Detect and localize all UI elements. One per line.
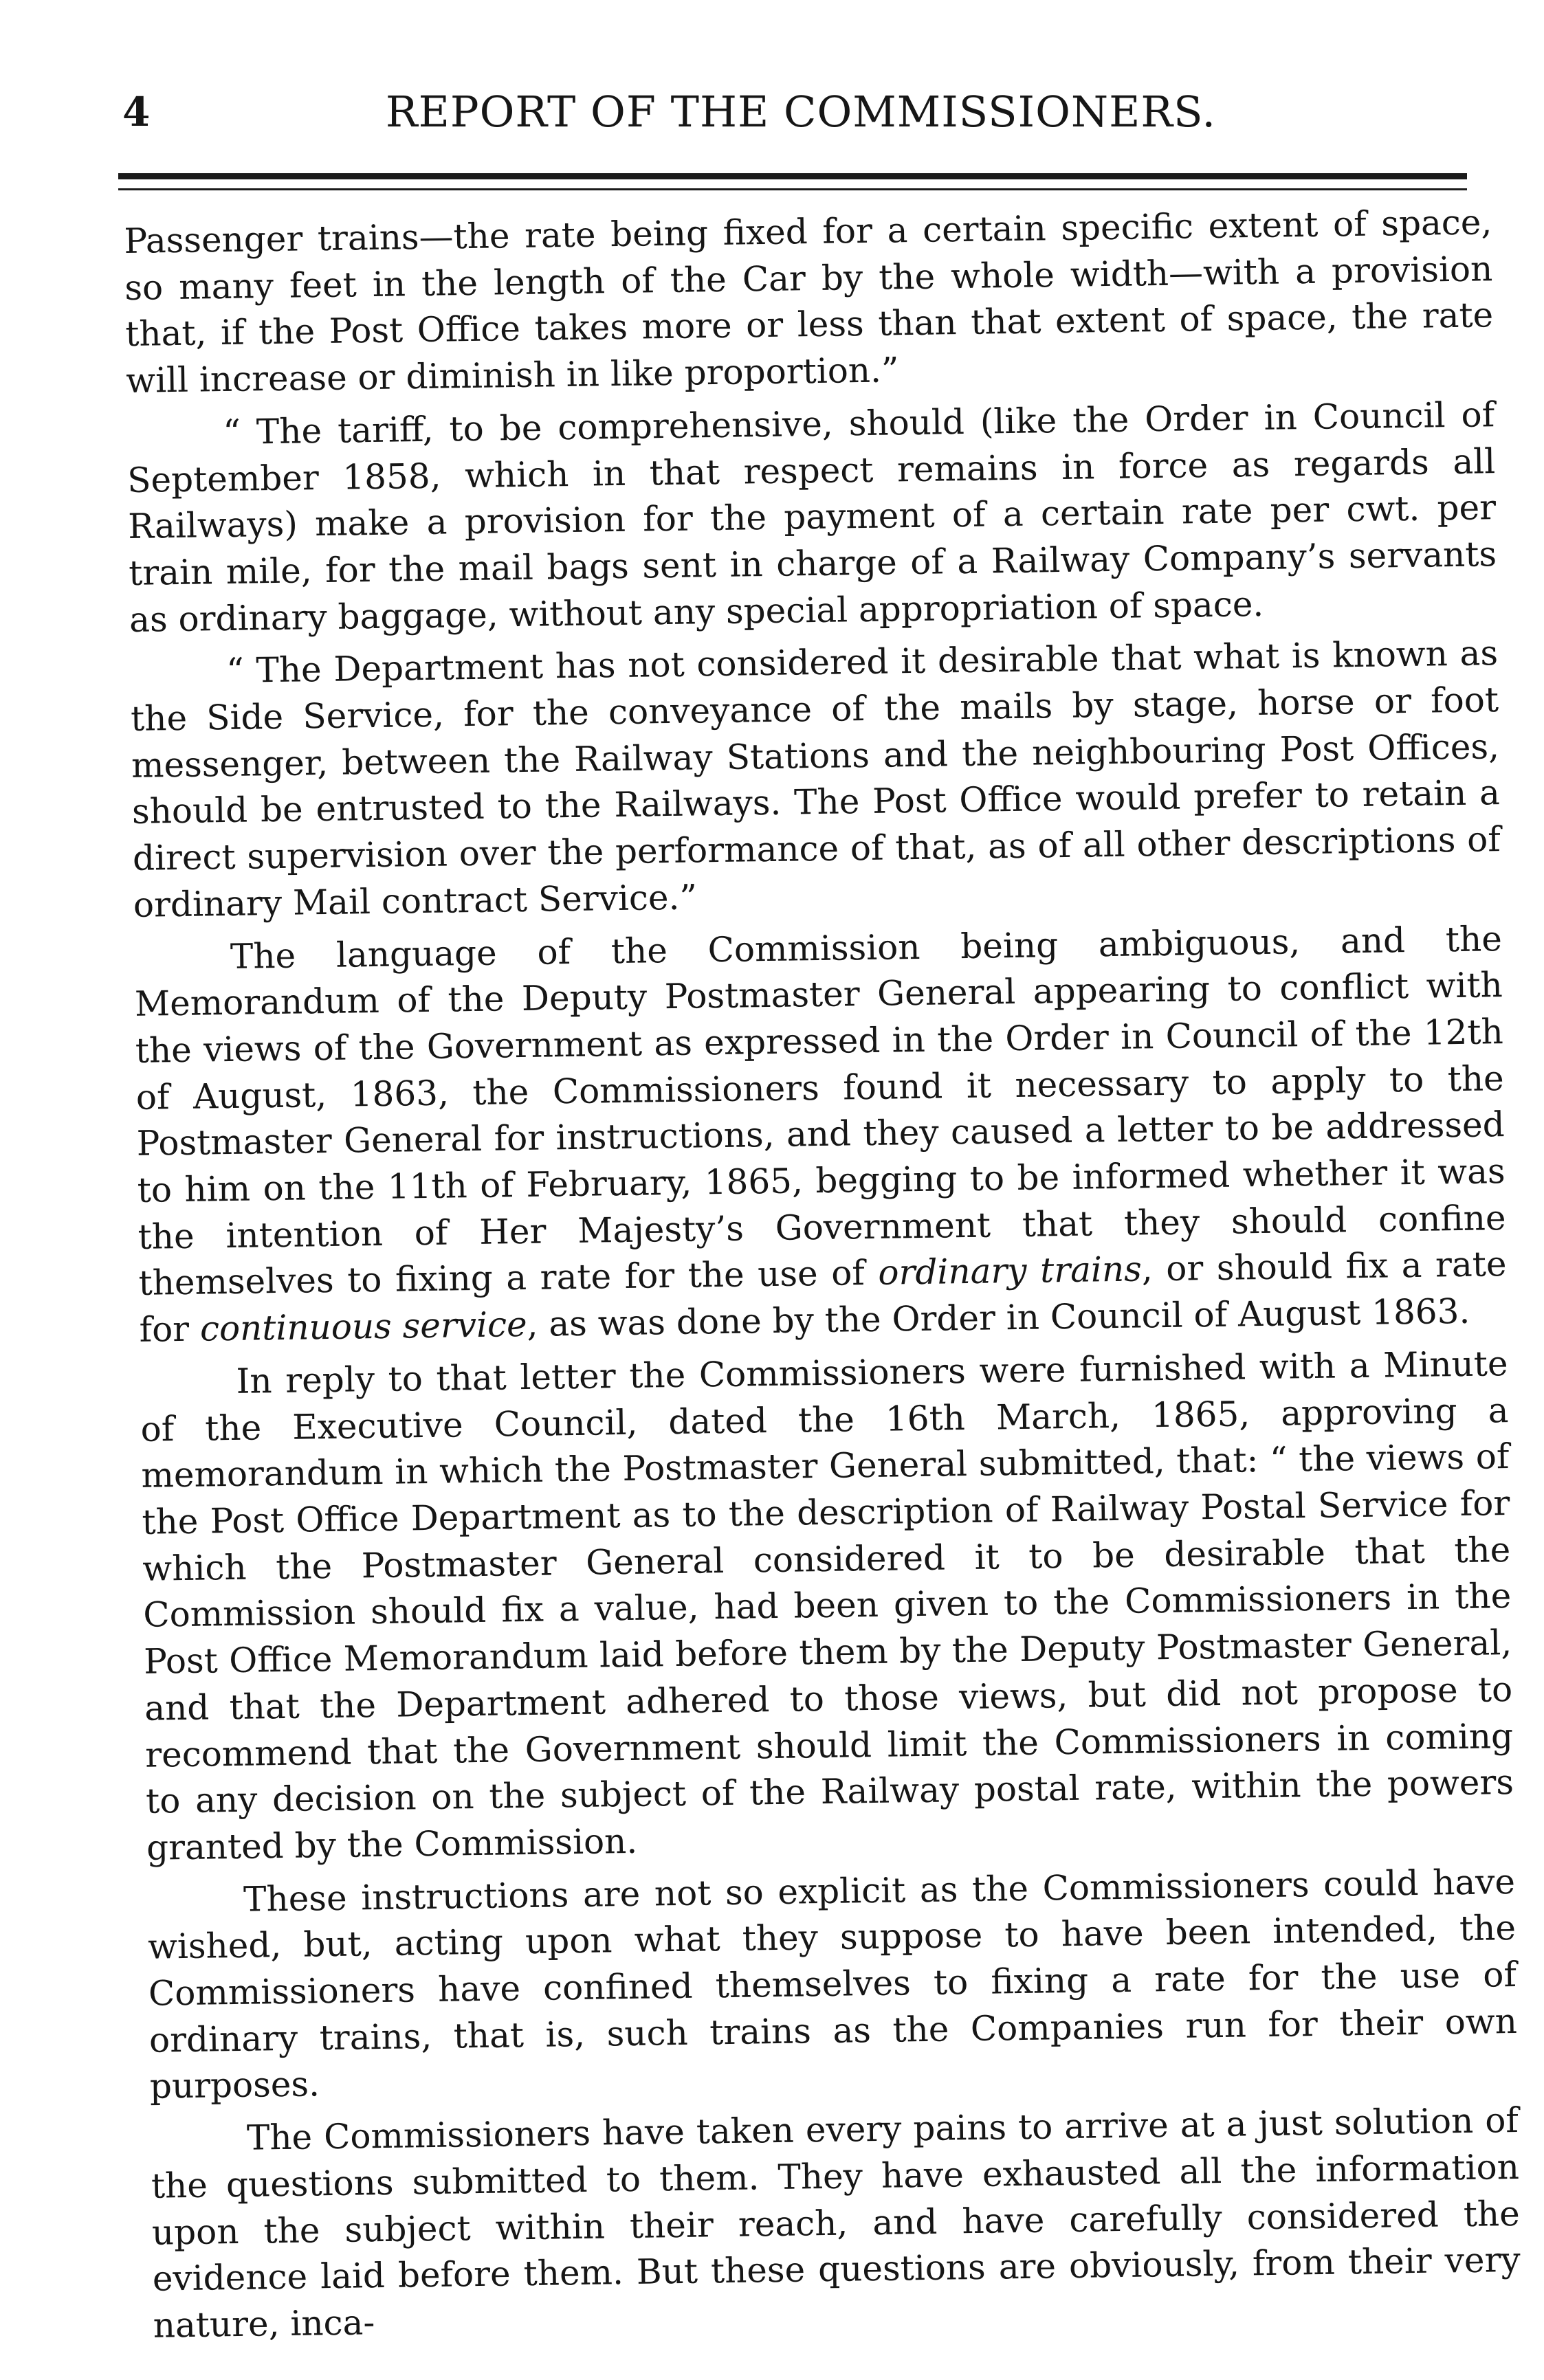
paragraph-4-text-b: , or should fix a rate for bbox=[139, 1244, 1507, 1350]
paragraph-6: These instructions are not so explicit as the Commissioners could have wished, but, acting upon what they suppose to have been intended, the Commissioners have confined themselves to fixing a rate for the use of ordinary trains, that is, such trains as the Companies run for their own purposes. bbox=[147, 1861, 1518, 2107]
running-header bbox=[103, 81, 1471, 143]
page-number: 4 bbox=[122, 89, 151, 135]
emphasis-ordinary-trains: ordinary trains bbox=[877, 1249, 1143, 1293]
paragraph-4-text-a: The language of the Commission being ambiguous, and the Memorandum of the Deputy Postmaster General appearing to conflict with the views of the Government as expressed in the Order in Council of the 12th of August, 1863, the Commissioners found it necessary to apply to the Postmaster General for instructions, and they caused a letter to be addressed to him on the 11th of February, 1865, begging to be informed whether it was the intention of Her Majesty’s Government that they should confine themselves to fixing a rate for the use of bbox=[134, 918, 1506, 1304]
paragraph-5: In reply to that letter the Commissioners were furnished with a Minute of the Executive Council, dated the 16th March, 1865, approving a memorandum in which the Postmaster General submitted, that: “ the views of the Post Office Department as to the description of Railway Postal Service for which the Postmaster General considered it to be desirable that the Commission should fix a value, had been given to the Commissioners in the Post Office Memorandum laid before them by the Deputy Postmaster General, and that the Department adhered to those views, but did not propose to recommend that the Government should limit the Commissioners in coming to any decision on the subject of the Railway postal rate, within the powers granted by the Commission. bbox=[140, 1343, 1514, 1868]
paragraph-4 bbox=[134, 916, 1508, 1354]
paragraph-2: “ The tariff, to be comprehensive, should (like the Order in Council of September 1858, which in that respect remains in force as regards all Railways) make a provision for the payment of a certain rate per cwt. per train mile, for the mail bags sent in charge of a Railway Company’s servants as ordinary baggage, without any special appropriation of space. bbox=[126, 394, 1497, 640]
paragraph-1: Passenger trains—the rate being fixed for a certain specific extent of space, so many feet in the length of the Car by the whole width—with a provision that, if the Post Office takes more or less than that extent of space, the rate will increase or diminish in like proportion.” bbox=[124, 202, 1494, 401]
paragraph-4-text-c: , as was done by the Order in Council of August 1863. bbox=[527, 1291, 1470, 1345]
header-rule-thin bbox=[118, 188, 1467, 190]
page-title: REPORT OF THE COMMISSIONERS. bbox=[385, 87, 1217, 137]
paragraph-7: The Commissioners have taken every pains to arrive at a just solution of the questions submitted to them. They have exhausted all the information upon the subject within their reach, and have carefully considered the evidence laid before them. But these questions are obviously, from their very nature, inca- bbox=[151, 2100, 1521, 2346]
emphasis-continuous-service: continuous service bbox=[199, 1304, 527, 1349]
body-text bbox=[124, 199, 1521, 2355]
header-rule-thick bbox=[118, 173, 1467, 179]
paragraph-3: “ The Department has not considered it desirable that what is known as the Side Service, for the conveyance of the mails by stage, horse or foot messenger, between the Railway Stations and the neighbouring Post Offices, should be entrusted to the Railways. The Post Office would prefer to retain a direct supervision over the performance of that, as of all other descriptions of ordinary Mail contract Service.” bbox=[130, 633, 1501, 925]
